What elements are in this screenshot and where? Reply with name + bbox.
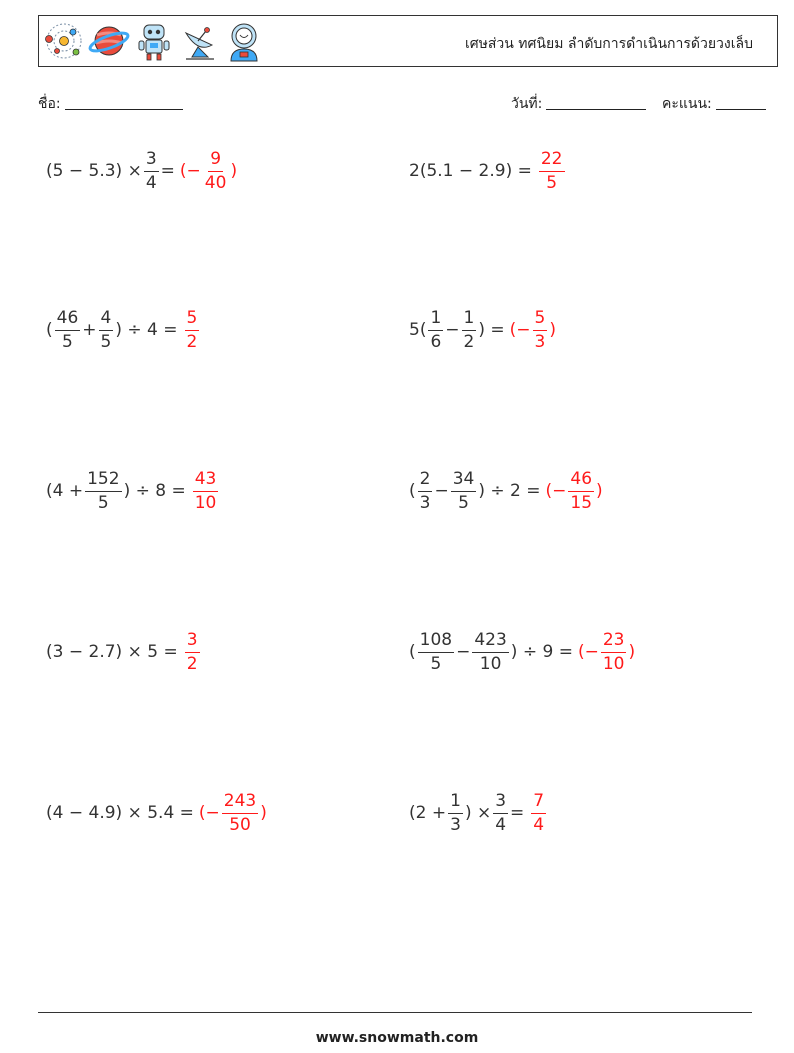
fraction: $\frac{2}{3}$ [419,468,431,513]
name-blank[interactable] [65,95,183,110]
date-field[interactable] [511,93,646,115]
footer-divider [38,1012,752,1013]
fraction: $\frac{423}{10}$ [474,629,507,674]
fraction: $\frac{152}{5}$ [87,468,120,513]
problem-6: ( $\frac{2}{3}$ − $\frac{34}{5}$ ) ÷ 2 = (− $\frac{46}{15}$ ) [409,468,603,513]
expression: (5 − 5.3) × [46,161,142,181]
problem-10: (2 + $\frac{1}{3}$ ) × $\frac{3}{4}$ = $\frac{7}{4}$ [409,788,548,838]
fraction: $\frac{3}{4}$ [495,790,507,835]
problem-9: (4 − 4.9) × 5.4 = (− $\frac{243}{50}$ ) [46,790,267,835]
answer: (− $\frac{243}{50}$ ) [198,790,267,835]
name-field[interactable] [38,93,183,115]
answer: $\frac{22}{5}$ [540,148,563,193]
answer: (− $\frac{46}{15}$ ) [545,468,603,513]
problem-7: (3 − 2.7) × 5 = $\frac{3}{2}$ [46,627,202,677]
problem-2 [409,146,567,196]
score-field[interactable] [662,93,766,115]
date-label: วันที่: [511,96,543,112]
footer-url[interactable]: www.snowmath.com [315,1030,479,1046]
fraction: $\frac{3}{4}$ [145,148,157,193]
fraction: $\frac{108}{5}$ [419,629,453,674]
answer: (− $\frac{23}{10}$ ) [577,629,636,674]
fraction: $\frac{1}{2}$ [463,307,475,352]
answer: $\frac{3}{2}$ [186,629,198,674]
expression: 2(5.1 − 2.9) = [409,161,532,181]
answer: (− $\frac{9}{40}$ ) [179,148,238,193]
problem-1 [46,146,237,196]
fraction: $\frac{1}{3}$ [450,790,461,835]
equals-sign: = [160,161,175,181]
answer: $\frac{7}{4}$ [533,790,545,835]
name-label: ชื่อ: [38,96,61,112]
astronaut-icon [223,19,265,63]
fraction: $\frac{1}{6}$ [430,307,442,352]
worksheet-header [38,15,778,67]
planet-icon [88,19,130,63]
satellite-dish-icon [178,19,220,63]
fraction: $\frac{4}{5}$ [100,307,112,352]
answer: $\frac{5}{2}$ [186,307,198,352]
problem-5: (4 + $\frac{152}{5}$ ) ÷ 8 = $\frac{43}{10}$ [46,466,220,516]
fraction: $\frac{34}{5}$ [452,468,475,513]
fraction: $\frac{46}{5}$ [56,307,79,352]
robot-icon [133,19,175,63]
score-label: คะแนน: [662,96,712,112]
header-icons [43,19,265,63]
worksheet-title: เศษส่วน ทศนิยม ลำดับการดำเนินการด้วยวงเล็บ [464,36,753,52]
score-blank[interactable] [716,95,766,110]
problem-4: 5( $\frac{1}{6}$ − $\frac{1}{2}$ ) = (− $\frac{5}{3}$ ) [409,307,556,352]
answer: (− $\frac{5}{3}$ ) [509,307,556,352]
problem-8: ( $\frac{108}{5}$ − $\frac{423}{10}$ ) ÷ 9 = (− $\frac{23}{10}$ ) [409,629,636,674]
date-blank[interactable] [546,95,646,110]
solar-system-icon [43,19,85,63]
problem-3: ( $\frac{46}{5}$ + $\frac{4}{5}$ ) ÷ 4 = $\frac{5}{2}$ [46,305,201,355]
answer: $\frac{43}{10}$ [194,468,217,513]
